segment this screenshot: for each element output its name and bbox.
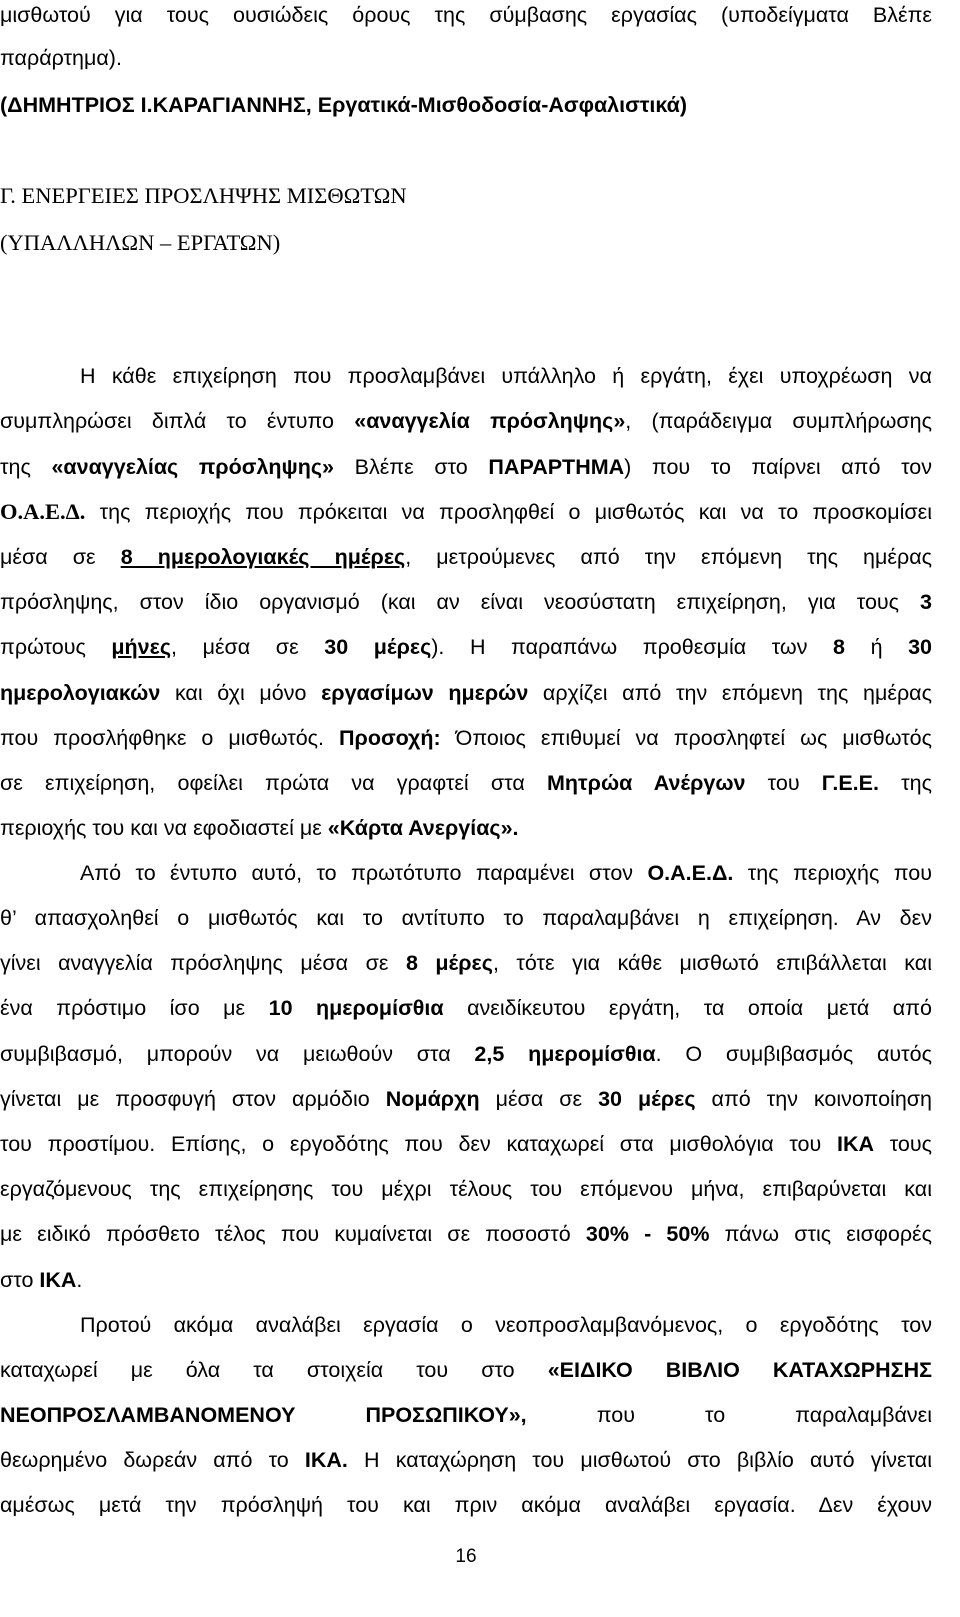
text-line: περιοχής του και να εφοδιαστεί με «Κάρτα Ανεργίας». bbox=[0, 816, 519, 840]
text-line: πρόσληψης, στον ίδιο οργανισμό (και αν είναι νεοσύστατη επιχείρηση, για τους 3 bbox=[0, 590, 932, 614]
text-line: πρώτους μήνες, μέσα σε 30 μέρες). Η παραπάνω προθεσμία των 8 ή 30 bbox=[0, 635, 933, 659]
text-line: ένα πρόστιμο ίσο με 10 ημερομίσθια ανειδίκευτου εργάτη, τα οποία μετά από bbox=[0, 996, 932, 1020]
text-line: σε επιχείρηση, οφείλει πρώτα να γραφτεί στα Μητρώα Ανέργων του Γ.Ε.Ε. της bbox=[0, 771, 932, 795]
text-line: στο ΙΚΑ. bbox=[0, 1268, 83, 1292]
text-line: Ο.Α.Ε.Δ. της περιοχής που πρόκειται να προσληφθεί ο μισθωτός και να το προσκομίσει bbox=[0, 499, 932, 524]
citation-line: (ΔΗΜΗΤΡΙΟΣ Ι.ΚΑΡΑΓΙΑΝΝΗΣ, Εργατικά-Μισθοδοσία-Ασφαλιστικά) bbox=[0, 93, 688, 117]
text-line: συμβιβασμό, μπορούν να μειωθούν στα 2,5 ημερομίσθια. Ο συμβιβασμός αυτός bbox=[0, 1042, 932, 1066]
text-line: παράρτημα). bbox=[0, 46, 122, 70]
text-line: Από το έντυπο αυτό, το πρωτότυπο παραμένει στον Ο.Α.Ε.Δ. της περιοχής που bbox=[80, 861, 932, 885]
text-line: αμέσως μετά την πρόσληψή του και πριν ακόμα αναλάβει εργασία. Δεν έχουν bbox=[0, 1493, 932, 1517]
text-line: του προστίμου. Επίσης, ο εργοδότης που δεν καταχωρεί στα μισθολόγια του ΙΚΑ τους bbox=[0, 1132, 932, 1156]
text-line: θεωρημένο δωρεάν από το ΙΚΑ. Η καταχώρηση του μισθωτού στο βιβλίο αυτό γίνεται bbox=[0, 1448, 932, 1472]
text-line: Προτού ακόμα αναλάβει εργασία ο νεοπροσλαμβανόμενος, ο εργοδότης τον bbox=[80, 1313, 932, 1337]
text-line: της «αναγγελίας πρόσληψης» Βλέπε στο ΠΑΡΑΡΤΗΜΑ) που το παίρνει από τον bbox=[0, 455, 932, 479]
text-line: καταχωρεί με όλα τα στοιχεία του στο «ΕΙΔΙΚΟ ΒΙΒΛΙΟ ΚΑΤΑΧΩΡΗΣΗΣ bbox=[0, 1358, 932, 1382]
text-line: θ’ απασχοληθεί ο μισθωτός και το αντίτυπο το παραλαμβάνει η επιχείρηση. Αν δεν bbox=[0, 906, 932, 930]
text-line: γίνεται με προσφυγή στον αρμόδιο Νομάρχη μέσα σε 30 μέρες από την κοινοποίηση bbox=[0, 1087, 933, 1111]
section-heading: Γ. ΕΝΕΡΓΕΙΕΣ ΠΡΟΣΛΗΨΗΣ ΜΙΣΘΩΤΩΝ bbox=[0, 183, 407, 208]
text-line: Η κάθε επιχείρηση που προσλαμβάνει υπάλληλο ή εργάτη, έχει υποχρέωση να bbox=[80, 364, 932, 388]
text-line: ΝΕΟΠΡΟΣΛΑΜΒΑΝΟΜΕΝΟΥ ΠΡΟΣΩΠΙΚΟΥ», που το παραλαμβάνει bbox=[0, 1403, 932, 1427]
text-line: εργαζόμενους της επιχείρησης του μέχρι τέλους του επόμενου μήνα, επιβαρύνεται και bbox=[0, 1177, 932, 1201]
text-line: που προσλήφθηκε ο μισθωτός. Προσοχή: Όποιος επιθυμεί να προσληφτεί ως μισθωτός bbox=[0, 726, 933, 750]
text-line: μισθωτού για τους ουσιώδεις όρους της σύμβασης εργασίας (υποδείγματα Βλέπε bbox=[0, 3, 932, 27]
text-line: μέσα σε 8 ημερολογιακές ημέρες, μετρούμενες από την επόμενη της ημέρας bbox=[0, 545, 932, 569]
text-line: με ειδικό πρόσθετο τέλος που κυμαίνεται σε ποσοστό 30% - 50% πάνω στις εισφορές bbox=[0, 1222, 932, 1246]
text-line: συμπληρώσει διπλά το έντυπο «αναγγελία πρόσληψης», (παράδειγμα συμπλήρωσης bbox=[0, 409, 932, 433]
section-heading: (ΥΠΑΛΛΗΛΩΝ – ΕΡΓΑΤΩΝ) bbox=[0, 230, 281, 255]
text-line: ημερολογιακών και όχι μόνο εργασίμων ημερών αρχίζει από την επόμενη της ημέρας bbox=[0, 681, 932, 705]
text-line: γίνει αναγγελία πρόσληψης μέσα σε 8 μέρες, τότε για κάθε μισθωτό επιβάλλεται και bbox=[0, 951, 932, 975]
page-number: 16 bbox=[455, 1546, 477, 1567]
